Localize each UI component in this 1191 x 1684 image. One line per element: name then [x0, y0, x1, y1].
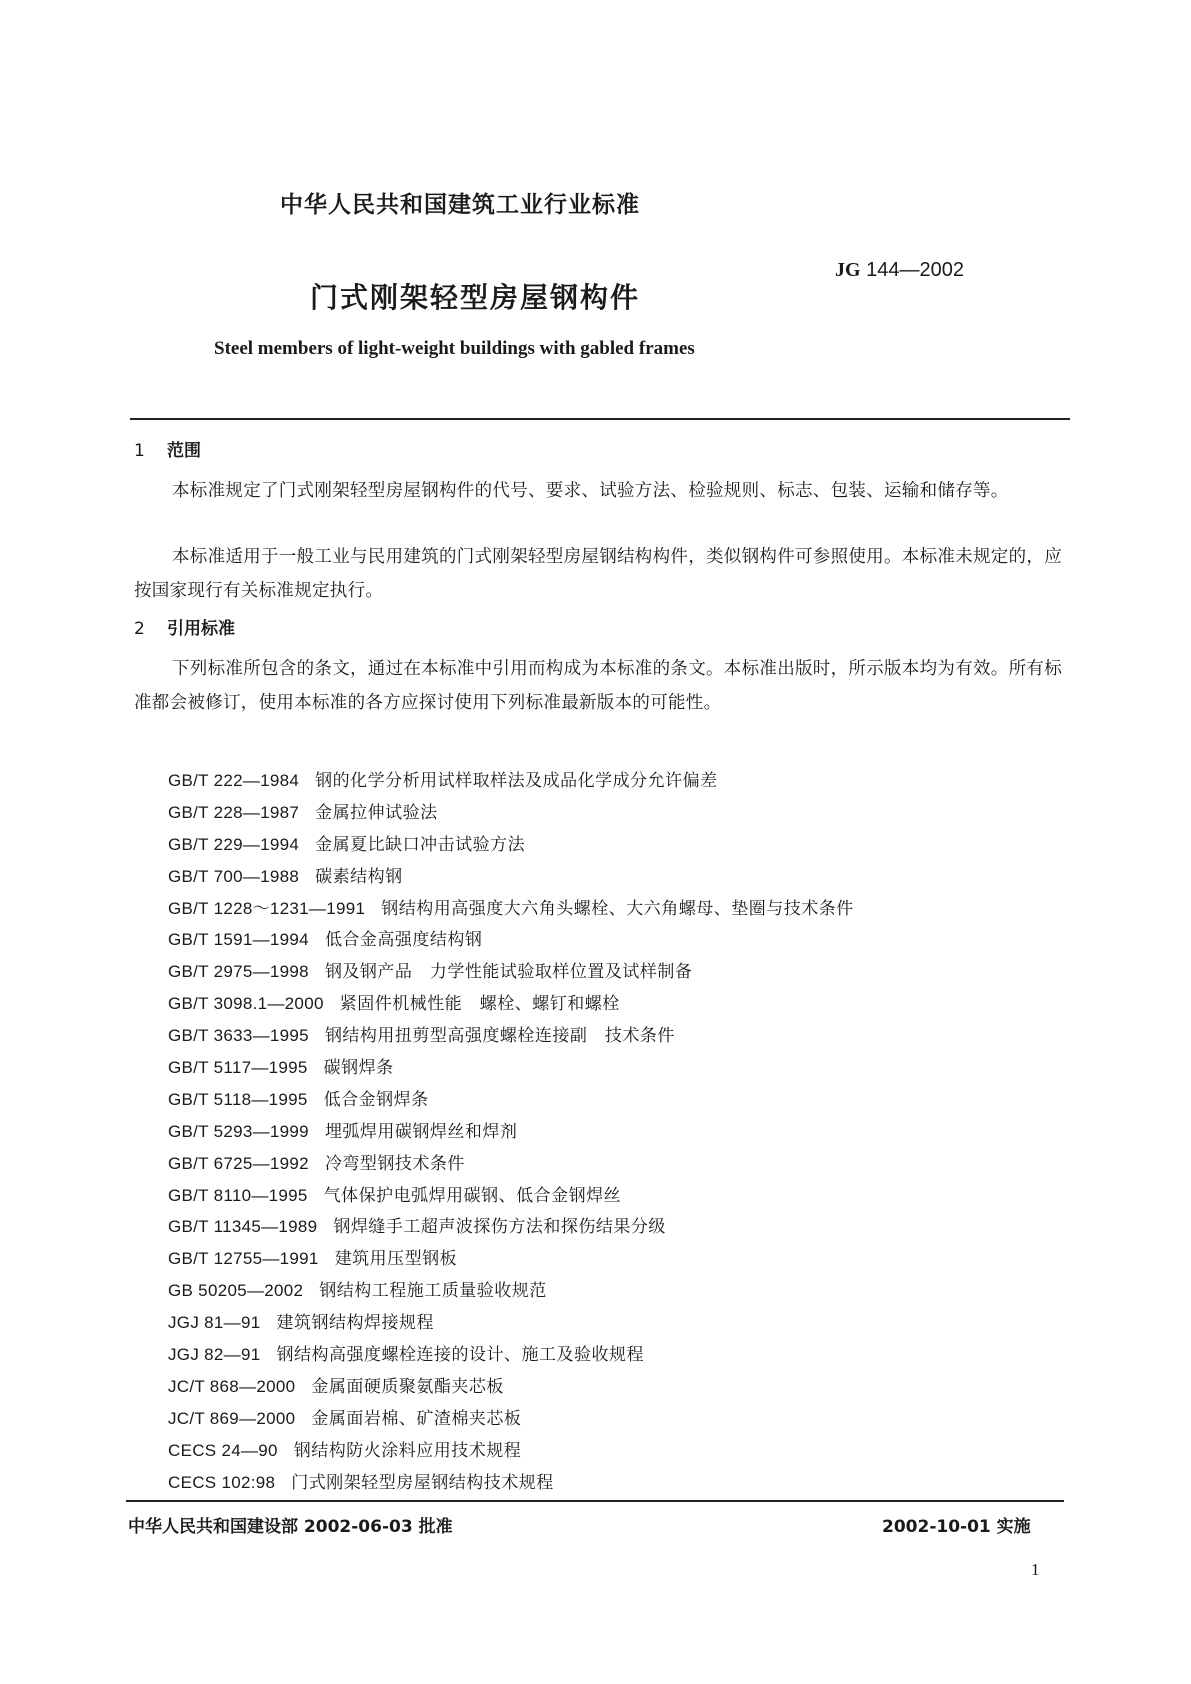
reference-item: [168, 956, 854, 988]
reference-code: GB/T 229—1994: [168, 834, 300, 854]
reference-item: [168, 1307, 854, 1339]
reference-title: 碳素结构钢: [315, 866, 403, 887]
reference-code: JC/T 869—2000: [168, 1408, 296, 1428]
reference-item: [168, 1211, 854, 1243]
reference-item: [168, 1148, 854, 1180]
reference-title: 金属拉伸试验法: [315, 802, 438, 823]
reference-title: 碳钢焊条: [323, 1058, 394, 1079]
references-intro: 下列标准所包含的条文，通过在本标准中引用而构成为本标准的条文。本标准出版时，所示版本均为有效。所有标准都会被修订，使用本标准的各方应探讨使用下列标准最新版本的可能性。: [134, 659, 1062, 713]
reference-title: 建筑用压型钢板: [334, 1249, 458, 1270]
reference-item: [168, 1435, 854, 1467]
reference-item: [168, 1467, 854, 1499]
section-heading-scope: [134, 436, 201, 461]
reference-title: 钢结构用高强度大六角头螺栓、大六角螺母、垫圈与技术条件: [381, 898, 854, 919]
reference-item: [168, 988, 854, 1020]
reference-code: GB/T 3633—1995: [168, 1026, 309, 1046]
reference-title: 埋弧焊用碳钢焊丝和焊剂: [324, 1121, 518, 1142]
page-title: 门式刚架轻型房屋钢构件: [310, 281, 641, 314]
reference-item: [168, 765, 854, 797]
reference-code: CECS 24—90: [168, 1440, 278, 1460]
section-heading-references: [134, 614, 235, 639]
reference-code: GB/T 5293—1999: [168, 1121, 309, 1141]
reference-code: GB/T 6725—1992: [168, 1153, 309, 1173]
reference-title: 气体保护电弧焊用碳钢、低合金钢焊丝: [323, 1185, 622, 1206]
reference-title: 建筑钢结构焊接规程: [276, 1313, 434, 1334]
reference-title: 金属面岩棉、矿渣棉夹芯板: [311, 1408, 522, 1429]
reference-title: 钢焊缝手工超声波探伤方法和探伤结果分级: [333, 1217, 666, 1238]
reference-item: [168, 1403, 854, 1435]
standard-number-value: 144—2002: [866, 259, 964, 281]
reference-code: GB/T 8110—1995: [168, 1185, 308, 1205]
reference-code: GB/T 5118—1995: [168, 1089, 308, 1109]
reference-item: [168, 1180, 854, 1212]
approval-date: 中华人民共和国建设部 2002-06-03 批准: [128, 1517, 453, 1537]
reference-item: [168, 1339, 854, 1371]
reference-list: [168, 765, 854, 1498]
reference-code: GB/T 222—1984: [168, 771, 300, 790]
reference-item: [168, 924, 854, 956]
scope-paragraph-1: 本标准规定了门式刚架轻型房屋钢构件的代号、要求、试验方法、检验规则、标志、包装、运输和储存等。: [172, 481, 1009, 501]
reference-item: [168, 829, 854, 861]
reference-item: [168, 797, 854, 829]
reference-item: [168, 1084, 854, 1116]
reference-title: 金属面硬质聚氨酯夹芯板: [311, 1376, 504, 1397]
reference-title: 钢的化学分析用试样取样法及成品化学成分允许偏差: [315, 771, 718, 791]
reference-code: JGJ 82—91: [168, 1345, 261, 1365]
reference-code: CECS 102:98: [168, 1472, 276, 1492]
reference-code: GB/T 700—1988: [168, 866, 300, 886]
standard-code: JG: [835, 259, 861, 281]
page-subtitle-english: Steel members of light-weight buildings with gabled frames: [214, 338, 695, 359]
reference-code: JGJ 81—91: [168, 1313, 261, 1333]
reference-title: 钢结构用扭剪型高强度螺栓连接副 技术条件: [324, 1026, 675, 1047]
reference-item: [168, 861, 854, 893]
footer-divider: [126, 1500, 1064, 1502]
reference-code: GB/T 12755—1991: [168, 1249, 319, 1269]
reference-title: 钢结构防火涂料应用技术规程: [293, 1440, 522, 1461]
reference-title: 门式刚架轻型房屋钢结构技术规程: [291, 1472, 554, 1493]
reference-title: 钢及钢产品 力学性能试验取样位置及试样制备: [324, 962, 693, 983]
reference-title: 钢结构工程施工质量验收规范: [319, 1281, 547, 1302]
section-number: 1: [134, 441, 145, 461]
reference-code: GB/T 5117—1995: [168, 1058, 308, 1078]
reference-title: 低合金高强度结构钢: [324, 930, 483, 951]
reference-item: [168, 1275, 854, 1307]
reference-code: GB/T 228—1987: [168, 802, 300, 822]
reference-item: [168, 1020, 854, 1052]
effective-date: 2002-10-01 实施: [882, 1517, 1031, 1537]
scope-paragraph-2: 本标准适用于一般工业与民用建筑的门式刚架轻型房屋钢结构构件，类似钢构件可参照使用。本标准未规定的，应按国家现行有关标准规定执行。: [134, 547, 1062, 601]
section-title: 范围: [167, 441, 201, 461]
reference-item: [168, 1052, 854, 1084]
reference-item: [168, 1371, 854, 1403]
reference-code: GB/T 11345—1989: [168, 1217, 318, 1237]
page-number: 1: [1031, 1560, 1040, 1579]
header-divider: [130, 418, 1070, 420]
reference-code: GB/T 3098.1—2000: [168, 994, 324, 1014]
reference-code: GB/T 2975—1998: [168, 962, 309, 982]
reference-item: [168, 1243, 854, 1275]
issuer-heading: 中华人民共和国建筑工业行业标准: [280, 192, 640, 218]
reference-code: GB/T 1228～1231—1991: [168, 898, 366, 918]
section-title: 引用标准: [167, 619, 235, 639]
reference-code: GB/T 1591—1994: [168, 930, 309, 950]
reference-item: [168, 893, 854, 925]
reference-item: [168, 1116, 854, 1148]
reference-code: JC/T 868—2000: [168, 1376, 296, 1396]
reference-code: GB 50205—2002: [168, 1281, 304, 1301]
reference-title: 紧固件机械性能 螺栓、螺钉和螺栓: [339, 994, 620, 1015]
standard-number: [835, 259, 964, 282]
reference-title: 冷弯型钢技术条件: [324, 1153, 465, 1174]
section-number: 2: [134, 619, 145, 639]
reference-title: 低合金钢焊条: [323, 1089, 429, 1110]
reference-title: 金属夏比缺口冲击试验方法: [315, 834, 526, 855]
reference-title: 钢结构高强度螺栓连接的设计、施工及验收规程: [276, 1345, 644, 1366]
